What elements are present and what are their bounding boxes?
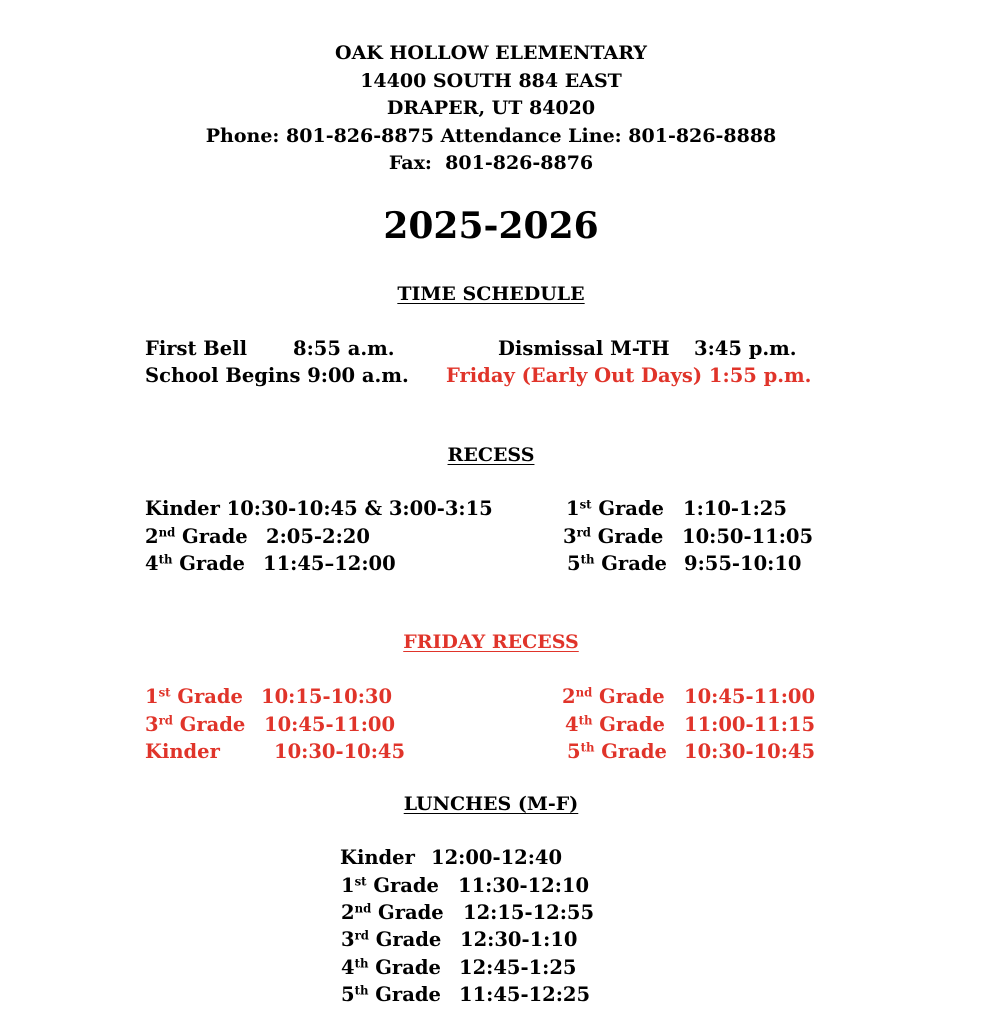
school-year: 2025-2026 [383,205,599,247]
lunch-grade-1-time: 11:30-12:10 [458,874,590,897]
lunch-grade-5-time: 11:45-12:25 [459,983,591,1006]
school-name: OAK HOLLOW ELEMENTARY [335,42,647,64]
friday-recess-grade-3: 3rd Grade [145,713,246,736]
lunch-grade-2-time: 12:15-12:55 [463,901,595,924]
recess-grade-3: 3rd Grade [563,525,664,548]
lunch-grade-3-time: 12:30-1:10 [460,928,578,951]
recess-grade-3-time: 10:50-11:05 [682,525,814,548]
first-bell-time: 8:55 a.m. [293,337,395,360]
friday-dismissal: Friday (Early Out Days) 1:55 p.m. [446,364,812,387]
first-bell-label: First Bell [145,337,248,360]
friday-recess-grade-5-time: 10:30-10:45 [684,740,816,763]
lunches-title: LUNCHES (M-F) [403,793,579,815]
lunch-grade-2: 2nd Grade [341,901,444,924]
friday-recess-grade-3-time: 10:45-11:00 [264,713,396,736]
friday-recess-kinder-label: Kinder [145,740,220,763]
friday-recess-grade-4: 4th Grade [565,713,665,736]
lunch-grade-4-time: 12:45-1:25 [459,956,577,979]
lunch-kinder-time: 12:00-12:40 [431,846,563,869]
recess-grade-1-time: 1:10-1:25 [683,497,787,520]
recess-grade-1: 1st Grade [566,497,664,520]
dismissal-label: Dismissal M-TH [498,337,670,360]
friday-recess-grade-1-time: 10:15-10:30 [261,685,393,708]
lunch-grade-3: 3rd Grade [341,928,442,951]
school-begins: School Begins 9:00 a.m. [145,364,409,387]
recess-grade-5: 5th Grade [567,552,667,575]
recess-grade-4-time: 11:45–12:00 [263,552,396,575]
recess-grade-2-time: 2:05-2:20 [266,525,370,548]
friday-recess-grade-5: 5th Grade [567,740,667,763]
time-schedule-title: TIME SCHEDULE [397,283,585,305]
school-address-city: DRAPER, UT 84020 [386,97,596,119]
lunch-grade-1: 1st Grade [341,874,439,897]
recess-grade-5-time: 9:55-10:10 [684,552,802,575]
lunch-grade-5: 5th Grade [341,983,441,1006]
recess-grade-2: 2nd Grade [145,525,248,548]
lunch-grade-4: 4th Grade [341,956,441,979]
recess-title: RECESS [447,444,535,466]
friday-recess-grade-2-time: 10:45-11:00 [684,685,816,708]
friday-recess-grade-2: 2nd Grade [562,685,665,708]
friday-recess-grade-1: 1st Grade [145,685,243,708]
dismissal-time: 3:45 p.m. [694,337,797,360]
friday-recess-kinder-time: 10:30-10:45 [274,740,406,763]
lunch-kinder-label: Kinder [340,846,415,869]
school-header [0,40,982,178]
fax-line: Fax: 801-826-8876 [388,152,594,174]
phone-line: Phone: 801-826-8875 Attendance Line: 801-826-8888 [205,124,777,147]
recess-grade-4: 4th Grade [145,552,245,575]
recess-kinder: Kinder 10:30-10:45 & 3:00-3:15 [145,497,493,520]
friday-recess-grade-4-time: 11:00-11:15 [684,713,816,736]
school-address-street: 14400 SOUTH 884 EAST [360,69,622,92]
friday-recess-title: FRIDAY RECESS [403,631,579,653]
